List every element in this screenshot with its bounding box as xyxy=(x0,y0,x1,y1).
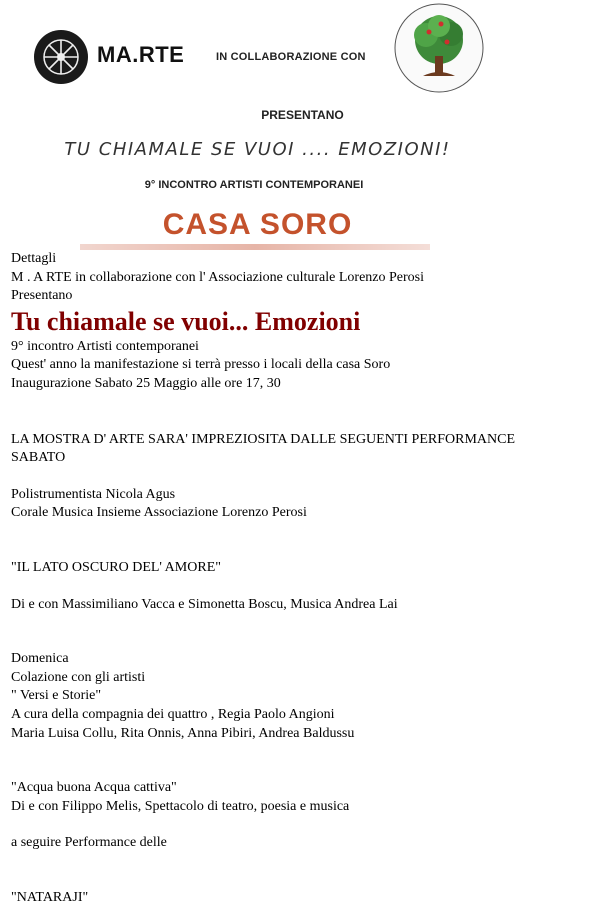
presentano-text: PRESENTANO xyxy=(261,108,344,122)
inauguration-line: Inaugurazione Sabato 25 Maggio alle ore 17, 30 xyxy=(11,375,281,391)
flyer-incontro: 9° INCONTRO ARTISTI CONTEMPORANEI xyxy=(144,179,364,191)
lato-oscuro-credits: Di e con Massimiliano Vacca e Simonetta Boscu, Musica Andrea Lai xyxy=(11,596,398,612)
mostra-heading: LA MOSTRA D' ARTE SARA' IMPREZIOSITA DALLE SEGUENTI PERFORMANCE xyxy=(11,431,516,447)
nataraji-title: "NATARAJI" xyxy=(11,889,89,905)
versi-title: " Versi e Storie" xyxy=(11,688,102,704)
collaboration-line: M . A RTE in collaborazione con l' Associazione culturale Lorenzo Perosi xyxy=(11,269,425,285)
domenica-heading: Domenica xyxy=(11,651,69,667)
event-headline: Tu chiamale se vuoi... Emozioni xyxy=(11,306,361,336)
acqua-credits: Di e con Filippo Melis, Spettacolo di teatro, poesia e musica xyxy=(11,798,350,814)
tree-logo-icon xyxy=(393,2,485,94)
location-line: Quest' anno la manifestazione si terrà presso i locali della casa Soro xyxy=(11,357,391,373)
polistrumentista-line: Polistrumentista Nicola Agus xyxy=(11,486,176,502)
event-details xyxy=(11,250,601,907)
corale-line: Corale Musica Insieme Associazione Lorenzo Perosi xyxy=(11,505,307,521)
wheel-logo-icon xyxy=(34,30,88,84)
marte-logo-text: MA.RTE xyxy=(97,42,185,67)
details-label: Dettagli xyxy=(11,251,57,266)
colazione-line: Colazione con gli artisti xyxy=(11,669,146,685)
flyer-title: TU CHIAMALE SE VUOI .... EMOZIONI! xyxy=(64,139,451,160)
incontro-line: 9° incontro Artisti contemporanei xyxy=(11,338,199,354)
acqua-title: "Acqua buona Acqua cattiva" xyxy=(11,780,177,796)
sabato-heading: SABATO xyxy=(11,450,66,466)
versi-cast: Maria Luisa Collu, Rita Onnis, Anna Pibiri, Andrea Baldussu xyxy=(11,725,355,741)
presentano-line: Presentano xyxy=(11,288,73,304)
lato-oscuro-title: "IL LATO OSCURO DEL' AMORE" xyxy=(11,559,221,575)
a-seguire-line: a seguire Performance delle xyxy=(11,835,167,851)
versi-credits: A cura della compagnia dei quattro , Regia Paolo Angioni xyxy=(11,706,335,722)
event-flyer-image xyxy=(0,0,605,250)
venue-title: CASA SORO xyxy=(162,208,353,241)
collaboration-text: IN COLLABORAZIONE CON xyxy=(216,51,366,63)
